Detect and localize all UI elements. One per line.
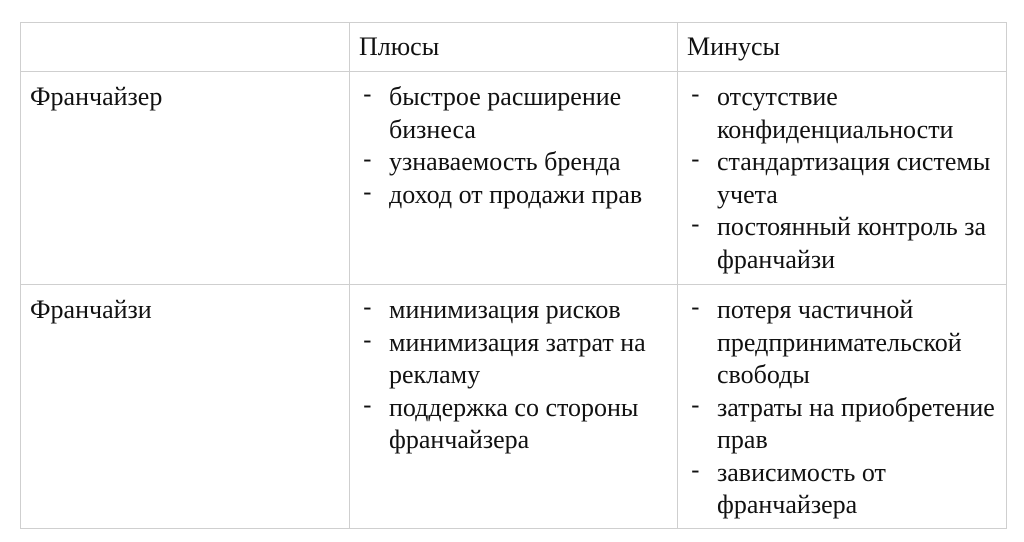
list-item bbox=[359, 146, 667, 179]
header-cell-pros bbox=[350, 23, 678, 72]
list-item-text: быстрое расширение бизнеса bbox=[389, 82, 622, 144]
list-item-text: зависимость от франчайзера bbox=[717, 457, 886, 519]
dash-bullet: - bbox=[363, 145, 372, 173]
table-row bbox=[21, 72, 1007, 285]
comparison-table bbox=[20, 22, 1007, 529]
pros-list bbox=[359, 81, 667, 211]
list-item-text: потеря частичной предпринимательской свободы bbox=[717, 295, 962, 389]
list-item bbox=[687, 211, 996, 276]
list-item-text: поддержка со стороны франчайзера bbox=[389, 392, 639, 454]
dash-bullet: - bbox=[691, 455, 700, 484]
cons-cell bbox=[678, 285, 1007, 529]
header-cell-cons bbox=[678, 23, 1007, 72]
list-item bbox=[687, 457, 996, 522]
dash-bullet: - bbox=[691, 293, 700, 321]
cons-list bbox=[687, 81, 996, 276]
list-item bbox=[359, 294, 667, 327]
list-item-text: отсутствие конфиденциальности bbox=[717, 82, 954, 144]
list-item bbox=[687, 81, 996, 146]
dash-bullet: - bbox=[691, 145, 700, 173]
list-item-text: стандартизация системы учета bbox=[717, 147, 991, 209]
list-item-text: узнаваемость бренда bbox=[389, 147, 621, 176]
row-label: Франчайзи bbox=[30, 295, 152, 324]
pros-cell bbox=[350, 72, 678, 285]
list-item bbox=[359, 179, 667, 212]
cons-cell bbox=[678, 72, 1007, 285]
dash-bullet: - bbox=[691, 390, 700, 419]
pros-cell bbox=[350, 285, 678, 529]
list-item-text: затраты на приобретение прав bbox=[717, 392, 995, 454]
list-item-text: минимизация затрат на рекламу bbox=[389, 327, 646, 389]
table-row bbox=[21, 285, 1007, 529]
row-label-cell bbox=[21, 285, 350, 529]
list-item bbox=[359, 81, 667, 146]
pros-list bbox=[359, 294, 667, 457]
list-item bbox=[687, 146, 996, 211]
cons-list bbox=[687, 294, 996, 522]
list-item-text: постоянный контроль за франчайзи bbox=[717, 212, 987, 274]
header-row bbox=[21, 23, 1007, 72]
list-item bbox=[687, 294, 996, 392]
dash-bullet: - bbox=[363, 177, 372, 206]
list-item bbox=[687, 392, 996, 457]
list-item bbox=[359, 392, 667, 457]
dash-bullet: - bbox=[691, 210, 700, 238]
list-item bbox=[359, 327, 667, 392]
list-item-text: минимизация рисков bbox=[389, 295, 621, 324]
dash-bullet: - bbox=[363, 80, 372, 108]
dash-bullet: - bbox=[691, 80, 700, 108]
dash-bullet: - bbox=[363, 390, 372, 419]
row-label: Франчайзер bbox=[30, 82, 163, 111]
row-label-cell bbox=[21, 72, 350, 285]
header-pros-text: Плюсы bbox=[359, 32, 440, 61]
corner-cell bbox=[21, 23, 350, 72]
list-item-text: доход от продажи прав bbox=[389, 179, 643, 209]
dash-bullet: - bbox=[363, 293, 372, 321]
header-cons-text: Минусы bbox=[687, 32, 780, 61]
dash-bullet: - bbox=[363, 325, 372, 354]
